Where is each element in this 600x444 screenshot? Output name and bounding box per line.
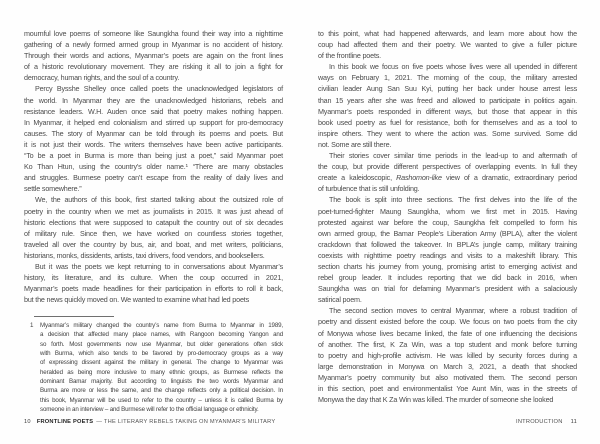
text-line: not. Some are still there.	[318, 139, 392, 149]
text-line: resistance leaders. W.H. Auden once said that poetry makes nothing happen.	[24, 106, 283, 116]
text-line: coexists with nighttime poetry readings and visits to a makeshift library. This	[318, 250, 577, 260]
text-line: inspire others. They went to where the action was. Some survived. Some did	[318, 128, 577, 138]
text-line: Percy Bysshe Shelley once called poets the unacknowledged legislators of	[35, 84, 283, 94]
text-line: but the news quickly moved on. We wanted to examine what had led poets	[24, 295, 249, 305]
text-line: the world. In Myanmar they are the unacknowledged historians, rebels and	[24, 95, 283, 105]
text-line: section charts his journey from young, promising artist to emerging activist and	[318, 261, 577, 271]
text-line: ways on February 1, 2021. The morning of the coup, the military arrested	[318, 73, 577, 83]
chapter-title: INTRODUCTION	[515, 419, 563, 425]
text-line: mournful love poems of someone like Saungkha found their way into a nighttime	[24, 29, 283, 38]
text-line: of Monywa whose lives became linked, the fate of one influencing the decisions	[318, 328, 577, 338]
footnote-line: heralded as being more inclusive to many ethnic groups, as Burmese reflects the	[40, 368, 283, 376]
footnote-line: of expressing dissent against the military in general. The change to Myanmar was	[40, 359, 283, 367]
text-line: in this section, poet and environmentalist Yoe Aunt Min, was in the streets of	[318, 384, 577, 393]
text-line: than 15 years after she was freed and allowed to participate in politics again.	[318, 95, 577, 105]
book-subtitle: — THE LITERARY REBELS TAKING ON MYANMAR’S MILITARY	[96, 419, 276, 425]
text-line: coup had affected them and their poetry. We wanted to give a fuller picture	[318, 40, 577, 50]
text-line: of military rule. Since then, we have worked on countless stories together,	[24, 228, 283, 238]
text-line: Myanmar’s poets responded in different ways, but those that appear in this	[318, 106, 577, 116]
text-line: In Myanmar, it helped end colonialism and stirred up support for pro-democracy	[24, 117, 283, 127]
text-line: In this book we focus on five poets whose lives were all upended in different	[329, 62, 577, 72]
left-page	[24, 0, 283, 444]
text-line: Through their words and actions, Myanmar’s poets are again on the front lines	[24, 51, 283, 61]
text-line: Their stories cover similar time periods in the lead-up to and aftermath of	[329, 151, 577, 161]
footnote-line: this book, Myanmar will be used to refer to the country – unless it is called Burma by	[40, 396, 283, 404]
text-line: to this point, what had happened afterwards, and learn more about how the	[318, 29, 577, 38]
text-line: own armed group, the Bamar People’s Liberation Army (BPLA), after the violent	[318, 228, 577, 238]
text-line: We, the authors of this book, first started talking about the outsized role of	[35, 195, 283, 205]
footnote-line: a decision that affected many place names, with Rangoon becoming Yangon and	[40, 331, 283, 339]
text-line: The second section moves to central Myanmar, where a robust tradition of	[329, 306, 577, 316]
text-line: and struggles. Burmese poetry can’t escape from the reality of daily lives and	[24, 173, 283, 183]
right-page	[318, 0, 577, 444]
text-line: civilian leader Aung San Suu Kyi, putting her back under house arrest less	[318, 84, 577, 94]
text-line: of turbulence that is still unfolding.	[318, 184, 420, 194]
footnote-line: Myanmar’s military changed the country’s name from Burma to Myanmar in 1989,	[40, 322, 283, 329]
footnote-line: someone in an interview – and Burmese will refer to the official language or ethnicity.	[40, 406, 259, 414]
text-line: settle somewhere.”	[24, 184, 82, 194]
text-line: of a historic revolutionary movement. They are risking it all to join a fight for	[24, 62, 283, 72]
left-page-footer	[24, 419, 283, 425]
footnote-divider	[34, 316, 114, 317]
footnote	[30, 321, 283, 414]
text-line: crackdown that followed the takeover. In BPLA’s jungle camp, military training	[318, 239, 577, 249]
book-title: FRONTLINE POETS	[36, 419, 94, 425]
text-line: history, its literature, and its culture. When the coup occurred in 2021,	[24, 273, 283, 283]
page-number-left: 10	[24, 419, 31, 425]
text-line: But it was the poets we kept returning to in conversations about Myanmar’s	[35, 261, 283, 271]
footnote-marker: 1	[30, 322, 34, 329]
text-line: causes. The story of Myanmar can be told through its poems and poets. But	[24, 128, 283, 138]
text-line: Monywa the day that K Za Win was killed. The murder of someone she looked	[318, 395, 554, 405]
right-page-text	[318, 28, 577, 405]
page-number-right: 11	[570, 419, 577, 425]
text-line: rebel group leader. It includes reporting that we did back in 2016, when	[318, 273, 577, 283]
text-line: poetry and dissent existed before the coup. We focus on two poets from the city	[318, 317, 577, 327]
text-line: The book is split into three sections. The first delves into the life of the	[329, 195, 577, 205]
text-line: protested against war before the coup, Saungkha felt compelled to form his	[318, 217, 577, 227]
text-line: to poetry and high-profile activism. He was killed by security forces during a	[318, 350, 577, 360]
text-line: the coup, but provide different perspectives of overlapping events. In full they	[318, 162, 577, 172]
text-line: historians, monks, dissidents, artists, taxi drivers, food vendors, and booksellers.	[24, 250, 265, 260]
text-line: book used poetry as fuel for resistance, both for themselves and as a tool to	[318, 117, 577, 127]
text-line: poetry in the country when we met as journalists in 2015. It was just ahead of	[24, 206, 283, 216]
text-line: Myanmar’s poets made headlines for their participation in efforts to roll it back,	[24, 284, 283, 294]
text-line: gathering of a newly formed armed group in Myanmar is no accident of history.	[24, 40, 283, 50]
footnote-line: Burma are more or less the same, and the change reflects only a political decision. In	[40, 387, 283, 395]
text-line: democracy, human rights, and the soul of a country.	[24, 73, 180, 83]
right-page-footer	[318, 419, 577, 425]
text-line: of the frontline poets.	[318, 51, 381, 61]
footnote-line: so forth. Most governments now use Myanmar, but older generations often stick	[40, 340, 283, 348]
text-line: it is not just their words. The writers themselves have been active participants.	[24, 139, 283, 149]
text-line: Ko Than Htun, using the country’s older name.¹ “There are many obstacles	[24, 162, 283, 172]
left-page-text	[24, 28, 283, 305]
text-line: create a kaleidoscopic, Rashomon-like view of a dramatic, extraordinary period	[318, 173, 577, 183]
text-line: satirical poem.	[318, 295, 362, 305]
text-line: traveled all over the country by bus, air, and boat, and met writers, politicians,	[24, 239, 283, 249]
footnote-line: with Burma, which also tends to be favored by pro-democracy groups as a way	[40, 350, 283, 358]
text-line: “To be a poet in Burma is more than being just a poet,” said Myanmar poet	[24, 151, 283, 161]
footnote-line: dominant Bamar majority. But according to linguists the two words Myanmar and	[40, 378, 283, 386]
text-line: poet-turned-fighter Maung Saungkha, whom we first met in 2015. Having	[318, 206, 577, 216]
text-line: Saungkha was on trial for defaming Myanmar’s president with a salaciously	[318, 284, 577, 294]
text-line: of another. The first, K Za Win, was a top student and monk before turning	[318, 339, 577, 349]
text-line: Myanmar’s poetry community but also motivated them. The second person	[318, 372, 577, 382]
text-line: large demonstration in Monywa on March 3, 2021, a death that shocked	[318, 361, 577, 371]
text-line: historic elections that were supposed to catapult the country out of six decades	[24, 217, 283, 227]
